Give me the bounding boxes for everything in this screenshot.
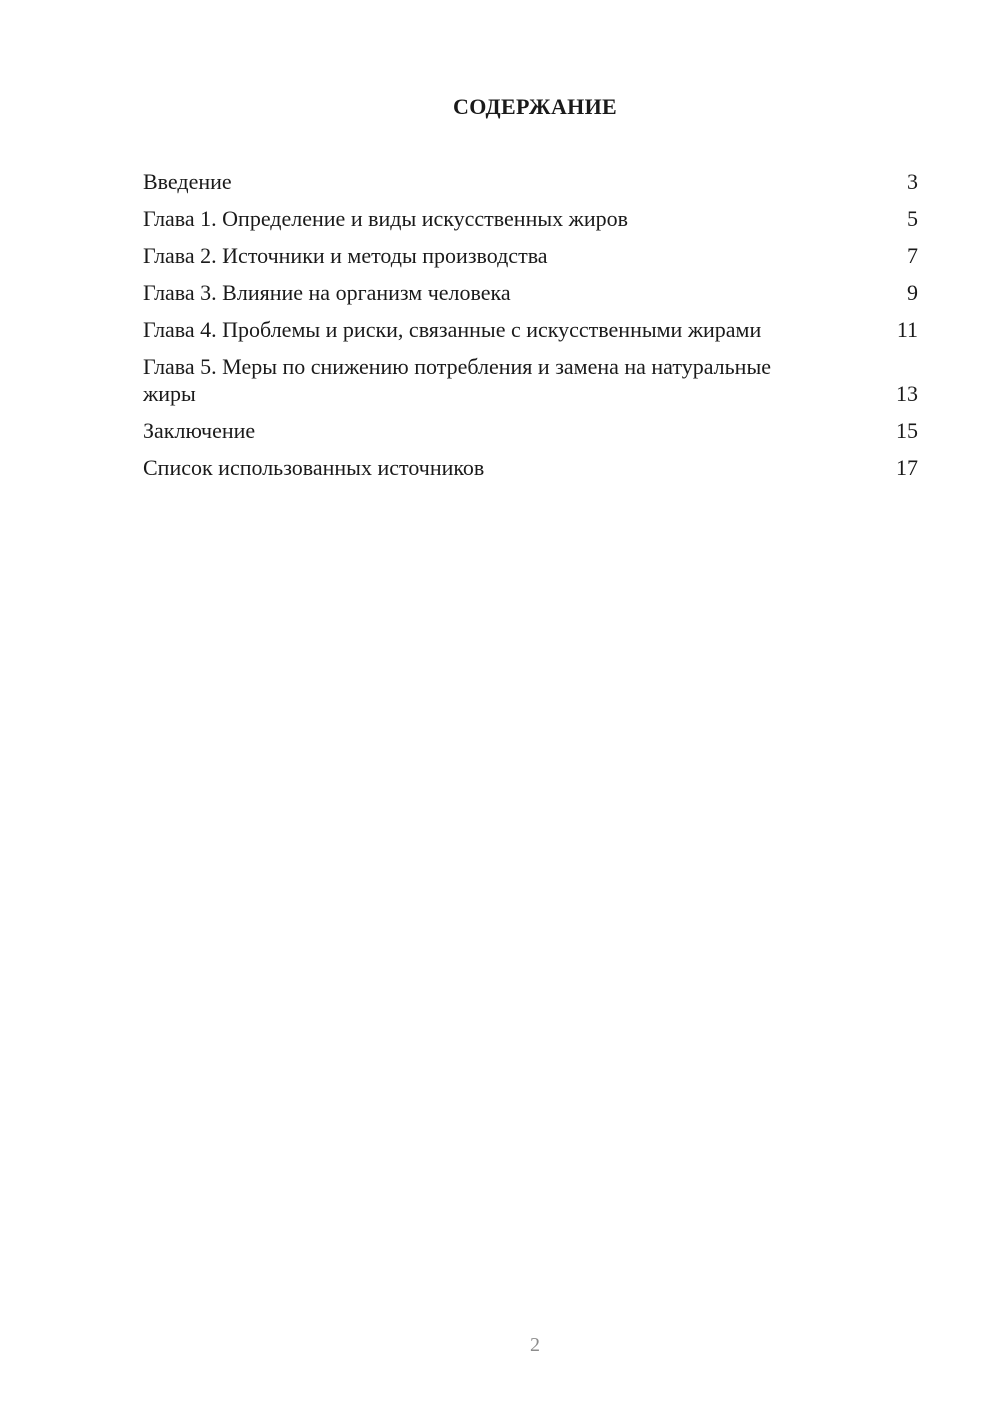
toc-entry-page: 7 — [907, 243, 918, 268]
toc-entry-label: Глава 1. Определение и виды искусственных жиров — [143, 206, 628, 231]
toc-entry-label: Заключение — [143, 418, 256, 443]
toc-entry[interactable] — [143, 168, 918, 195]
toc-entry[interactable] — [143, 417, 918, 444]
toc-entry[interactable] — [143, 353, 918, 407]
toc-entry-page: 17 — [896, 455, 918, 480]
toc-entry-label: Введение — [143, 169, 232, 194]
toc-entry[interactable] — [143, 279, 918, 306]
toc-entry-page: 3 — [907, 169, 918, 194]
toc-entry[interactable] — [143, 316, 918, 343]
page-title: СОДЕРЖАНИЕ — [453, 94, 617, 119]
toc-entry[interactable] — [143, 205, 918, 232]
toc-entry[interactable] — [143, 454, 918, 481]
toc-entry-label: Глава 5. Меры по снижению потребления и замена на натуральные жиры — [143, 354, 771, 406]
toc-entry-label: Глава 2. Источники и методы производства — [143, 243, 548, 268]
toc-entry-label: Список использованных источников — [143, 455, 485, 480]
toc-entry[interactable] — [143, 242, 918, 269]
toc-entry-page: 5 — [907, 206, 918, 231]
toc-entry-page: 13 — [896, 381, 918, 406]
toc-entry-page: 11 — [896, 317, 918, 342]
toc-entry-label: Глава 3. Влияние на организм человека — [143, 280, 511, 305]
table-of-contents — [143, 168, 918, 491]
toc-entry-page: 9 — [907, 280, 918, 305]
toc-entry-label: Глава 4. Проблемы и риски, связанные с искусственными жирами — [143, 317, 762, 342]
toc-entry-page: 15 — [896, 418, 918, 443]
page-number: 2 — [530, 1334, 540, 1356]
